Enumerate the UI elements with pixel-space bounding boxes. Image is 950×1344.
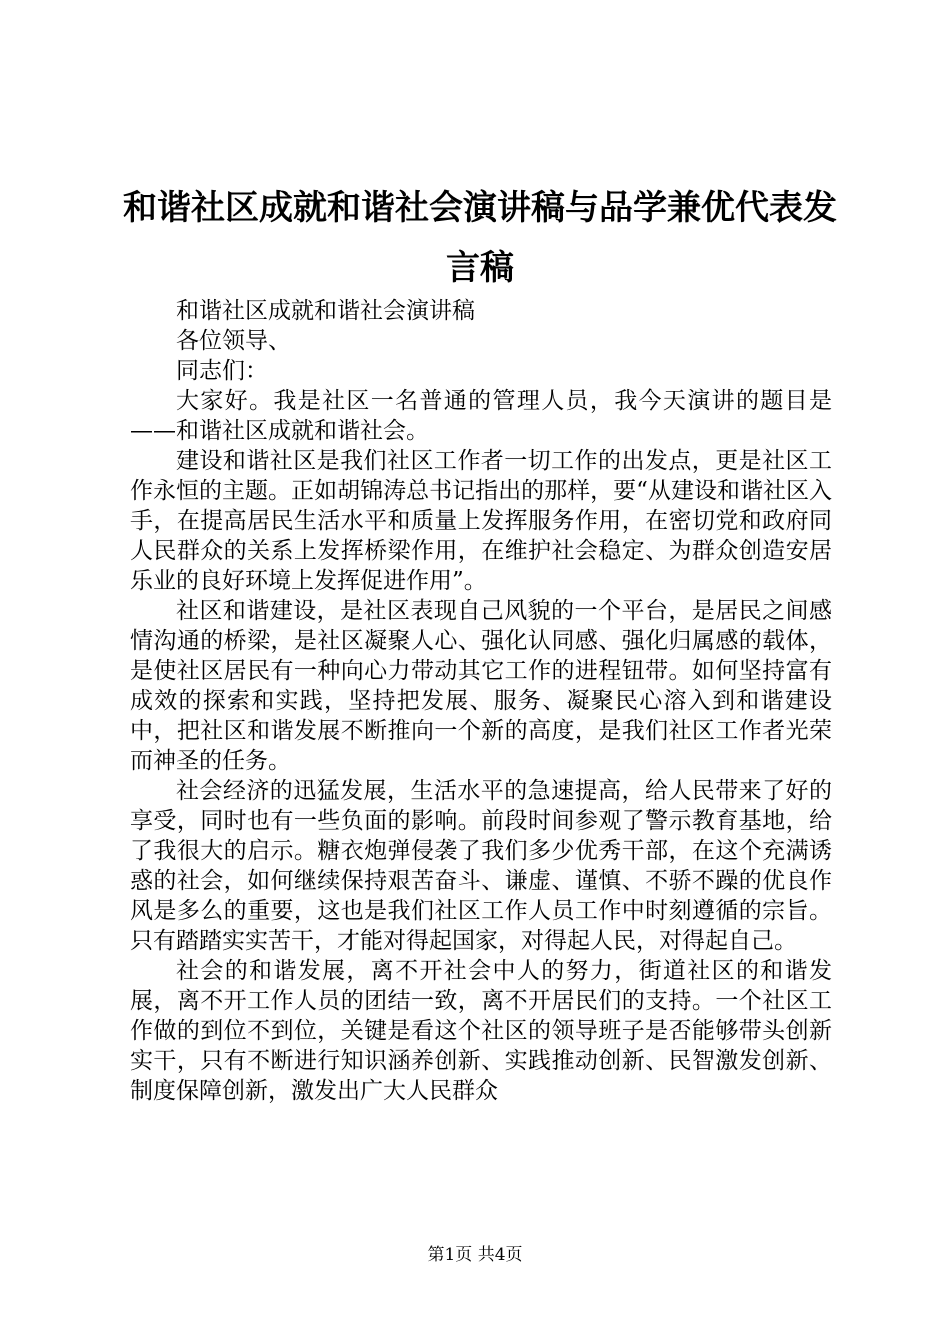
document-title: 和谐社区成就和谐社会演讲稿与品学兼优代表发言稿: [123, 188, 837, 288]
paragraph-speech-title: 和谐社区成就和谐社会演讲稿: [176, 298, 475, 324]
paragraph-greeting: 大家好。我是社区一名普通的管理人员，我今天演讲的题目是——和谐社区成就和谐社会。: [130, 388, 832, 444]
paragraph-body: 社区和谐建设，是社区表现自己风貌的一个平台，是居民之间感情沟通的桥梁，是社区凝聚人心、强化认同感、强化归属感的载体，是使社区居民有一种向心力带动其它工作的进程钮带。如何坚持富有成效的探索和实践，坚持把发展、服务、凝聚民心溶入到和谐建设中，把社区和谐发展不断推向一个新的高度，是我们社区工作者光荣而神圣的任务。: [130, 598, 832, 774]
paragraph-body: 建设和谐社区是我们社区工作者一切工作的出发点，更是社区工作永恒的主题。正如胡锦涛总书记指出的那样，要“从建设和谐社区入手，在提高居民生活水平和质量上发挥服务作用，在密切党和政府同人民群众的关系上发挥桥梁作用，在维护社会稳定、为群众创造安居乐业的良好环境上发挥促进作用”。: [130, 448, 832, 594]
paragraph-body: 社会经济的迅猛发展，生活水平的急速提高，给人民带来了好的享受，同时也有一些负面的影响。前段时间参观了警示教育基地，给了我很大的启示。糖衣炮弹侵袭了我们多少优秀干部，在这个充满诱惑的社会，如何继续保持艰苦奋斗、谦虚、谨慎、不骄不躁的优良作风是多么的重要，这也是我们社区工作人员工作中时刻遵循的宗旨。只有踏踏实实苦干，才能对得起国家，对得起人民，对得起自己。: [130, 778, 832, 954]
page-footer: 第1页 共4页: [427, 1245, 523, 1265]
paragraph-body: 社会的和谐发展，离不开社会中人的努力，街道社区的和谐发展，离不开工作人员的团结一致，离不开居民们的支持。一个社区工作做的到位不到位，关键是看这个社区的领导班子是否能够带头创新实干，只有不断进行知识涵养创新、实践推动创新、民智激发创新、制度保障创新，激发出广大人民群众: [130, 958, 832, 1104]
paragraph-salutation-comrades: 同志们：: [176, 358, 268, 384]
paragraph-salutation-leaders: 各位领导、: [176, 328, 291, 354]
document-body: [130, 296, 832, 1106]
